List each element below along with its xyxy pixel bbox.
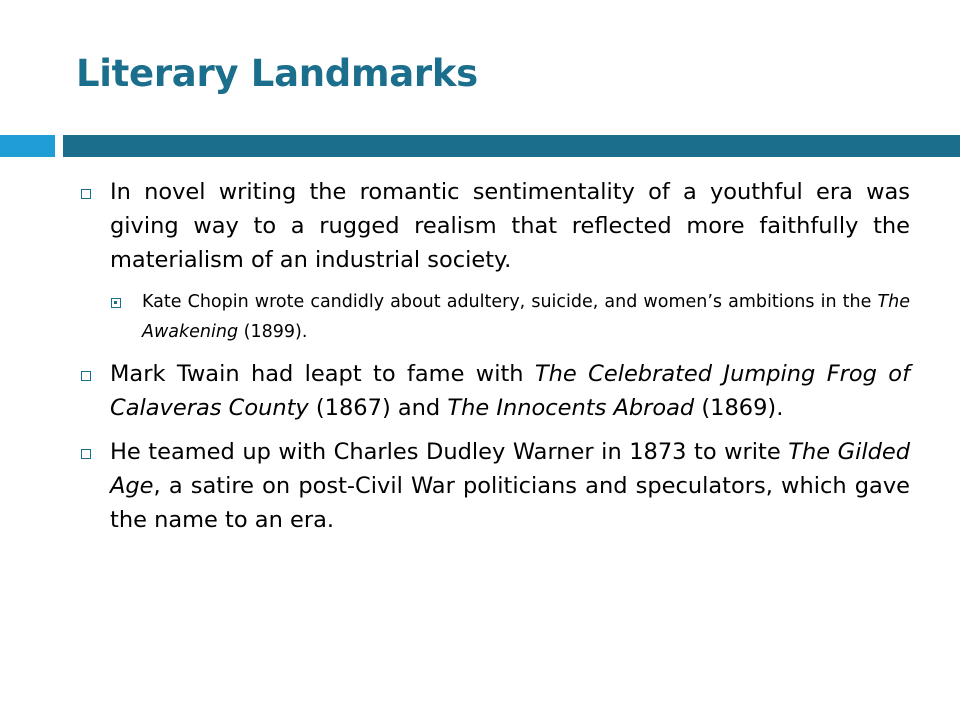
book-title: The Celebrated Jumping Frog of Calaveras County <box>110 361 910 421</box>
slide-body <box>76 175 910 547</box>
bullet-item-3 <box>76 435 910 537</box>
slide-title: Literary Landmarks <box>76 52 478 95</box>
book-title: The Gilded Age <box>110 439 910 499</box>
title-rule-accent <box>0 135 55 157</box>
book-title: The Awakening <box>142 292 910 342</box>
hollow-square-bullet-icon <box>81 449 91 459</box>
book-title: The Innocents Abroad <box>447 395 695 421</box>
bullet-text: He teamed up with Charles Dudley Warner in 1873 to write <box>110 439 789 465</box>
boxed-square-bullet-icon <box>111 298 121 308</box>
bullet-text: Mark Twain had leapt to fame with <box>110 361 535 387</box>
bullet-text: In novel writing the romantic sentimentality of a youthful era was giving way to a rugged realism that reflected more faithfully the materialism of an industrial society. <box>110 179 910 273</box>
sub-bullet-text: Kate Chopin wrote candidly about adultery, suicide, and women’s ambitions in the <box>142 292 878 312</box>
hollow-square-bullet-icon <box>81 371 91 381</box>
bullet-text: , a satire on post-Civil War politicians and speculators, which gave the name to an era. <box>110 473 910 533</box>
bullet-text: (1869). <box>694 395 784 421</box>
sub-bullet-text: (1899). <box>238 322 308 342</box>
hollow-square-bullet-icon <box>81 189 91 199</box>
bullet-text: (1867) and <box>308 395 448 421</box>
sub-bullet-item-1 <box>76 287 910 347</box>
bullet-item-1 <box>76 175 910 277</box>
title-rule-bar <box>63 135 960 157</box>
bullet-item-2 <box>76 357 910 425</box>
